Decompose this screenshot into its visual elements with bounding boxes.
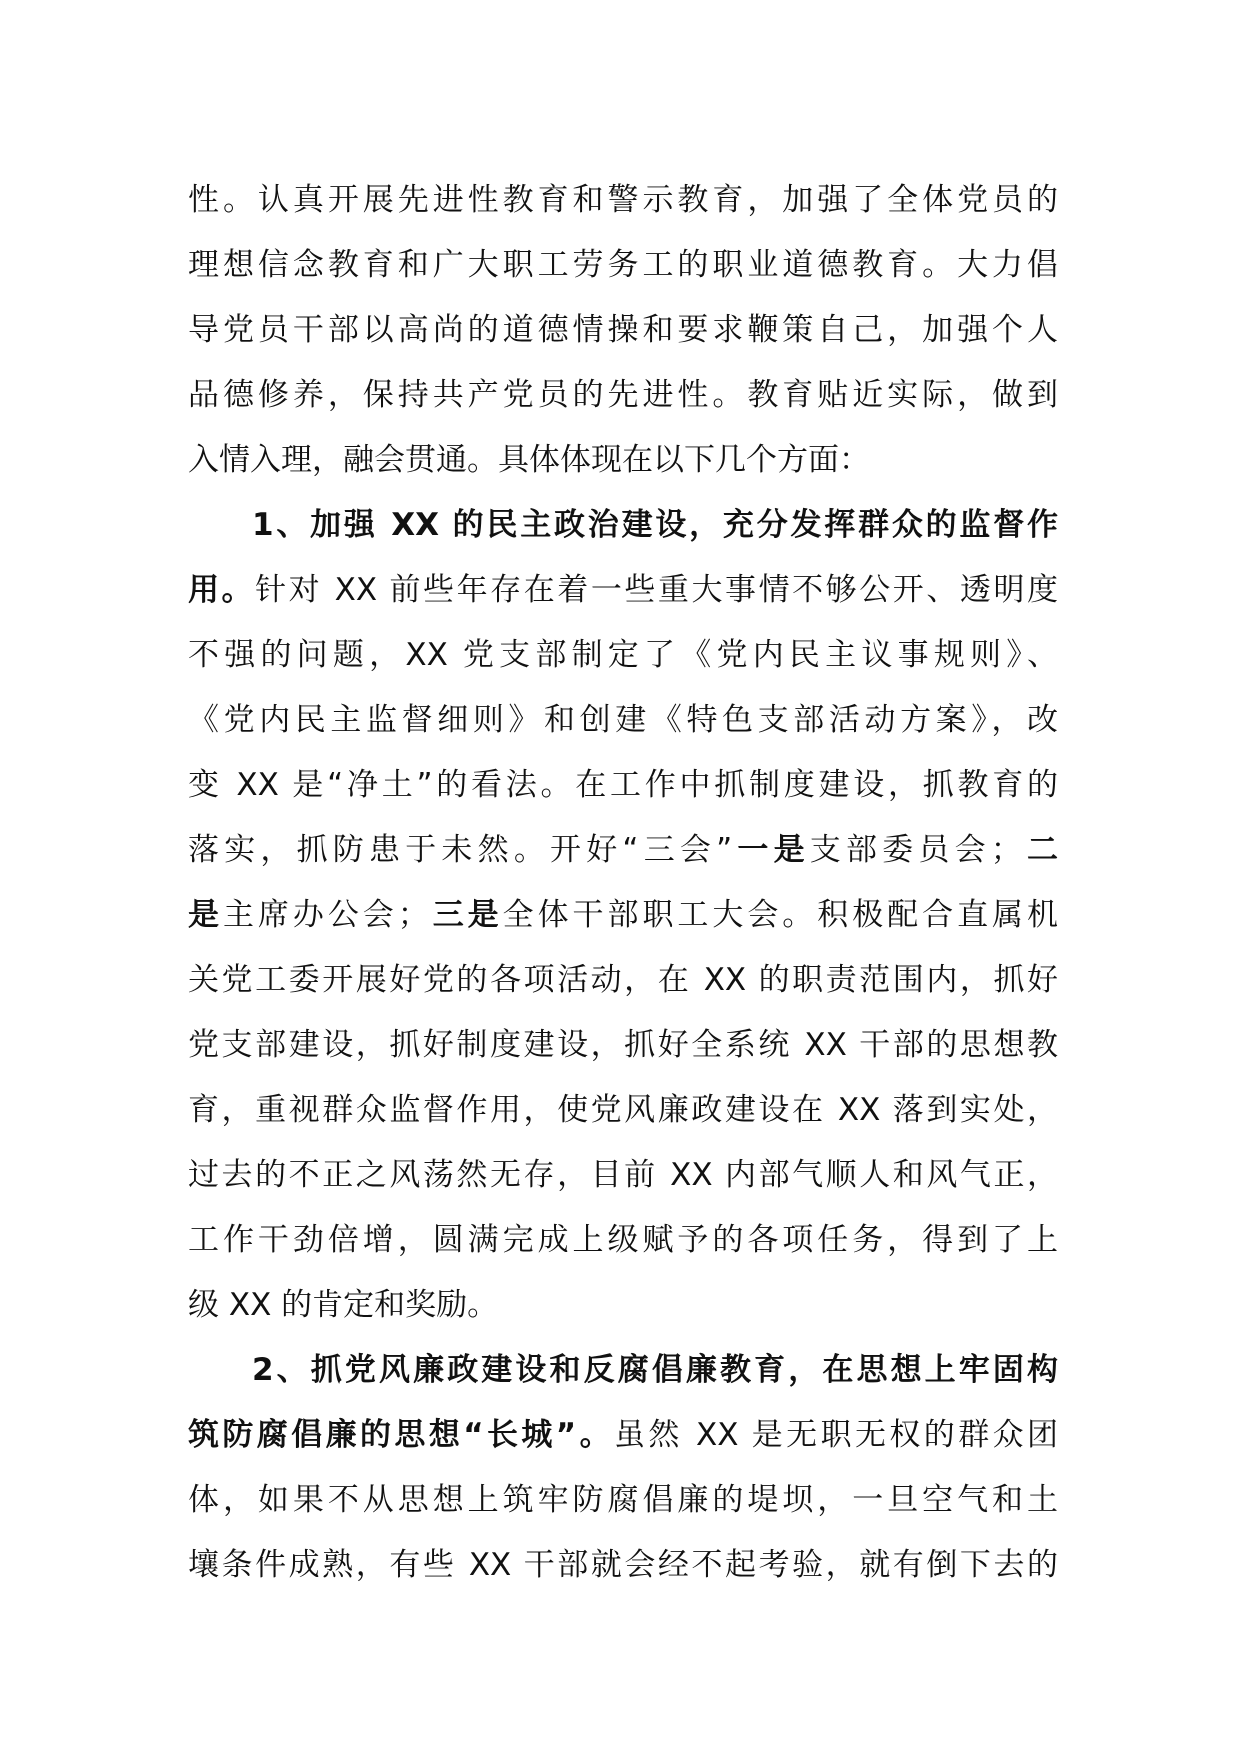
paragraph-line: 《党内民主监督细则》和创建《特色支部活动方案》，改 [188, 702, 1058, 738]
paragraph-line: 变 XX 是“净土”的看法。在工作中抓制度建设，抓教育的 [188, 767, 1058, 803]
emphasis-second-end: 是 [188, 897, 223, 933]
section-heading-2: 2、抓党风廉政建设和反腐倡廉教育，在思想上牢固构 [252, 1352, 1058, 1388]
paragraph-line: 关党工委开展好党的各项活动，在 XX 的职责范围内，抓好 [188, 962, 1058, 998]
paragraph-line: 是主席办公会；三是全体干部职工大会。积极配合直属机 [188, 897, 1059, 933]
paragraph-line: 壤条件成熟，有些 XX 干部就会经不起考验，就有倒下去的 [188, 1547, 1058, 1583]
paragraph-line: 导党员干部以高尚的道德情操和要求鞭策自己，加强个人 [188, 312, 1058, 348]
paragraph-line: 理想信念教育和广大职工劳务工的职业道德教育。大力倡 [188, 247, 1058, 283]
paragraph-line: 入情入理，融会贯通。具体体现在以下几个方面： [188, 442, 870, 478]
paragraph-line: 筑防腐倡廉的思想“长城”。虽然 XX 是无职无权的群众团 [188, 1417, 1058, 1453]
emphasis-third: 三是 [428, 897, 503, 933]
paragraph-line: 工作干劲倍增，圆满完成上级赋予的各项任务，得到了上 [188, 1222, 1058, 1258]
section-heading-2-end: 筑防腐倡廉的思想“长城”。 [188, 1417, 614, 1453]
section-heading-1: 1、加强 XX 的民主政治建设，充分发挥群众的监督作 [252, 507, 1058, 543]
paragraph-line: 过去的不正之风荡然无存，目前 XX 内部气顺人和风气正， [188, 1157, 1058, 1193]
body-text [188, 168, 1058, 1598]
paragraph-line: 性。认真开展先进性教育和警示教育，加强了全体党员的 [188, 182, 1058, 218]
emphasis-second: 二 [1021, 832, 1058, 868]
emphasis-first: 一是 [732, 832, 810, 868]
paragraph-line: 级 XX 的肯定和奖励。 [188, 1287, 499, 1323]
paragraph-line: 落实，抓防患于未然。开好“三会”一是支部委员会；二 [188, 832, 1058, 868]
paragraph-line: 品德修养，保持共产党员的先进性。教育贴近实际，做到 [188, 377, 1058, 413]
paragraph-line: 育，重视群众监督作用，使党风廉政建设在 XX 落到实处， [188, 1092, 1058, 1128]
paragraph-line: 不强的问题，XX 党支部制定了《党内民主议事规则》、 [188, 637, 1058, 673]
paragraph-line: 党支部建设，抓好制度建设，抓好全系统 XX 干部的思想教 [188, 1027, 1058, 1063]
paragraph-line: 体，如果不从思想上筑牢防腐倡廉的堤坝，一旦空气和土 [188, 1482, 1058, 1518]
paragraph-line: 用。针对 XX 前些年存在着一些重大事情不够公开、透明度 [188, 572, 1058, 608]
section-heading-1-end: 用。 [188, 572, 256, 608]
